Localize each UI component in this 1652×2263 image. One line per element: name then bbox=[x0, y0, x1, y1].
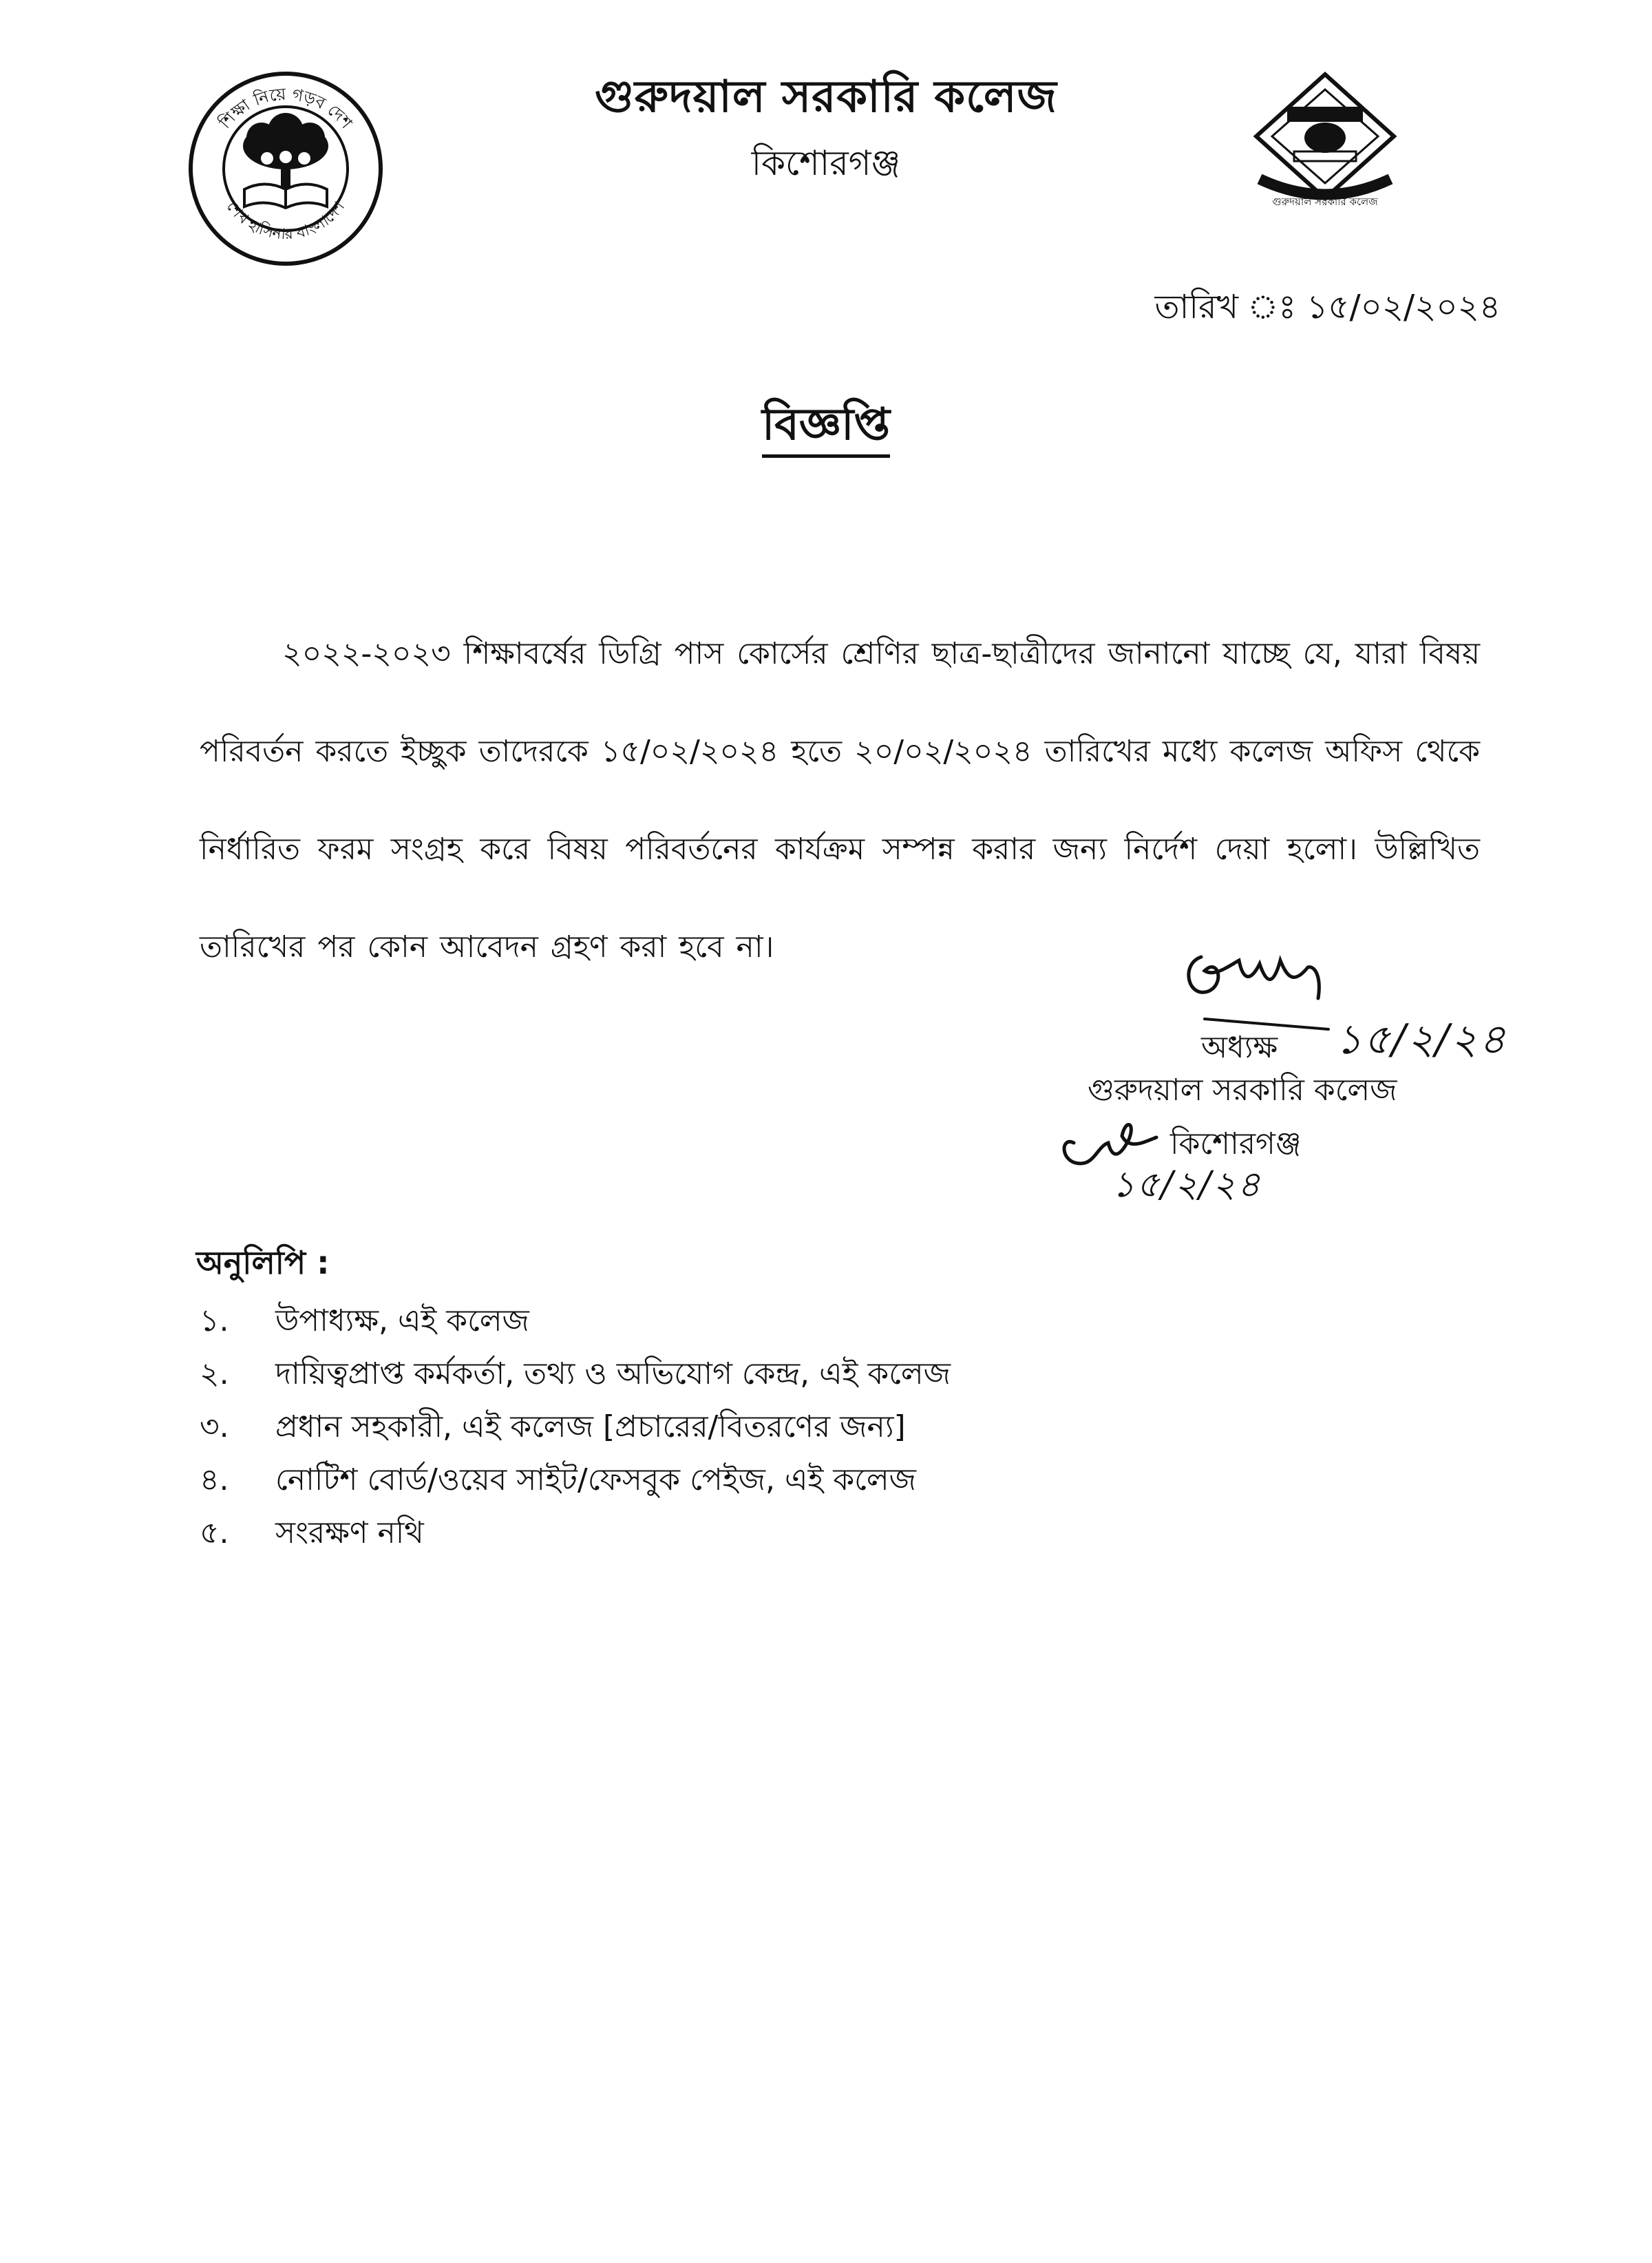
list-item-number: ৫. bbox=[200, 1515, 229, 1550]
notice-title-text: বিজ্ঞপ্তি bbox=[762, 399, 890, 458]
list-item-text: সংরক্ষণ নথি bbox=[275, 1515, 424, 1550]
signature-date-2: ১৫/২/২৪ bbox=[1112, 1164, 1262, 1206]
notice-date: তারিখ ঃ ১৫/০২/২০২৪ bbox=[1154, 288, 1501, 326]
list-item-number: ১. bbox=[200, 1303, 229, 1338]
notice-body: ২০২২-২০২৩ শিক্ষাবর্ষের ডিগ্রি পাস কোর্সের শ্রেণির ছাত্র-ছাত্রীদের জানানো যাচ্ছে যে, যারা বিষয় পরিবর্তন করতে ইচ্ছুক তাদেরকে ১৫/০২/২০২৪ হতে ২০/০২/২০২৪ তারিখের মধ্যে কলেজ অফিস থেকে নির্ধারিত ফরম সংগ্রহ করে বিষয় পরিবর্তনের কার্যক্রম সম্পন্ন করার জন্য নির্দেশ দেয়া হলো। উল্লিখিত তারিখের পর কোন আবেদন গ্রহণ করা হবে না। bbox=[200, 636, 1480, 965]
list-item bbox=[200, 1506, 1370, 1559]
list-item-text: নোটিশ বোর্ড/ওয়েব সাইট/ফেসবুক পেইজ, এই কলেজ bbox=[275, 1462, 916, 1497]
signature-college: গুরুদয়াল সরকারি কলেজ bbox=[1088, 1073, 1397, 1108]
list-item-text: প্রধান সহকারী, এই কলেজ [প্রচারের/বিতরণের জন্য] bbox=[275, 1409, 906, 1444]
list-item bbox=[200, 1294, 1370, 1347]
copy-heading: অনুলিপি : bbox=[196, 1244, 330, 1281]
svg-text:শেখ হাসিনার বাংলাদেশ: শেখ হাসিনার বাংলাদেশ bbox=[222, 198, 349, 244]
list-item bbox=[200, 1400, 1370, 1453]
signature-date: ১৫/২/২৪ bbox=[1335, 1015, 1507, 1064]
svg-text:শিক্ষা নিয়ে গড়ব দেশ: শিক্ষা নিয়ে গড়ব দেশ bbox=[215, 84, 357, 133]
list-item bbox=[200, 1453, 1370, 1506]
signature-town: কিশোরগঞ্জ bbox=[1170, 1126, 1302, 1161]
list-item-text: উপাধ্যক্ষ, এই কলেজ bbox=[275, 1303, 529, 1338]
college-town: কিশোরগঞ্জ bbox=[751, 143, 901, 183]
signature-title: অধ্যক্ষ bbox=[1201, 1030, 1278, 1065]
list-item-number: ৪. bbox=[200, 1462, 229, 1497]
copy-list bbox=[200, 1294, 1370, 1559]
list-item bbox=[200, 1347, 1370, 1400]
college-name: গুরুদয়াল সরকারি কলেজ bbox=[595, 72, 1057, 123]
signature-block bbox=[1032, 936, 1514, 1232]
svg-text:গুরুদয়াল সরকারি কলেজ: গুরুদয়াল সরকারি কলেজ bbox=[1272, 196, 1378, 208]
notice-title bbox=[0, 391, 1652, 465]
list-item-text: দায়িত্বপ্রাপ্ত কর্মকর্তা, তথ্য ও অভিযোগ কেন্দ্র, এই কলেজ bbox=[275, 1356, 951, 1391]
list-item-number: ৩. bbox=[200, 1409, 229, 1444]
list-item-number: ২. bbox=[200, 1356, 229, 1391]
